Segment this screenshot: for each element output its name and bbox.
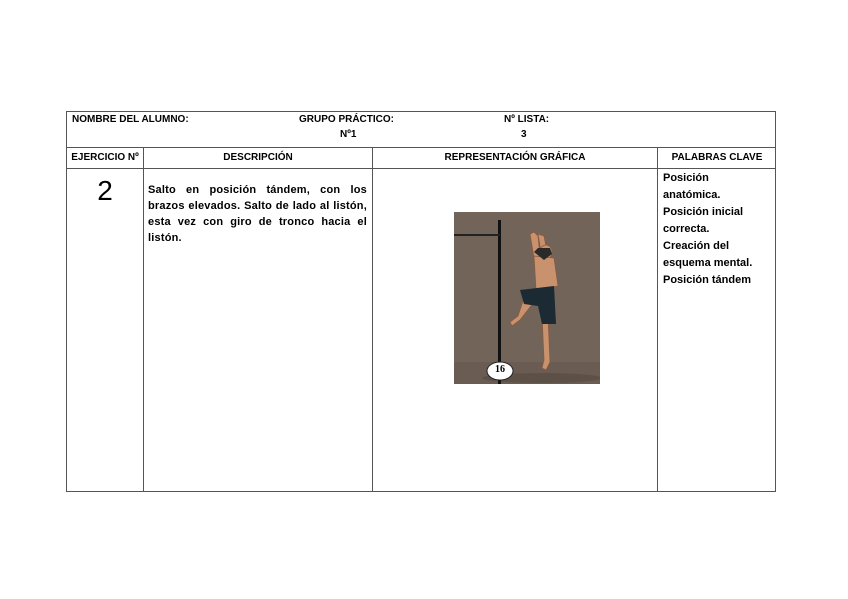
col-description: DESCRIPCIÓN <box>223 152 293 163</box>
column-header-row <box>67 148 775 169</box>
header-row <box>67 112 775 148</box>
keyword-item: Posición <box>663 172 709 184</box>
keyword-item: anatómica. <box>663 189 721 201</box>
exercise-description: Salto en posición tándem, con los brazos elevados. Salto de lado al listón, esta vez con giro de tronco hacia el listón. <box>148 184 367 244</box>
group-value: Nº1 <box>340 129 357 140</box>
keyword-item: Posición inicial <box>663 206 744 218</box>
col-graphic: REPRESENTACIÓN GRÁFICA <box>444 152 586 163</box>
keywords-list <box>663 170 775 289</box>
column-divider <box>657 148 658 491</box>
col-exercise: EJERCICIO Nº <box>71 152 139 163</box>
group-label: GRUPO PRÁCTICO: <box>299 114 394 125</box>
exercise-number: 2 <box>97 175 113 206</box>
keyword-item: esquema mental. <box>663 257 753 269</box>
keyword-item: Creación del <box>663 240 730 252</box>
keyword-item: Posición tándem <box>663 274 752 286</box>
list-number-label: Nº LISTA: <box>504 114 550 125</box>
jumper-figure-image <box>454 212 600 384</box>
column-divider <box>143 148 144 491</box>
keyword-item: correcta. <box>663 223 710 235</box>
column-divider <box>372 148 373 491</box>
exercise-illustration <box>454 212 600 384</box>
figure-number-label: 16 <box>495 364 505 375</box>
student-name-label: NOMBRE DEL ALUMNO: <box>72 114 189 125</box>
exercise-sheet <box>66 111 776 492</box>
col-keywords: PALABRAS CLAVE <box>671 152 763 163</box>
list-number-value: 3 <box>521 129 527 140</box>
